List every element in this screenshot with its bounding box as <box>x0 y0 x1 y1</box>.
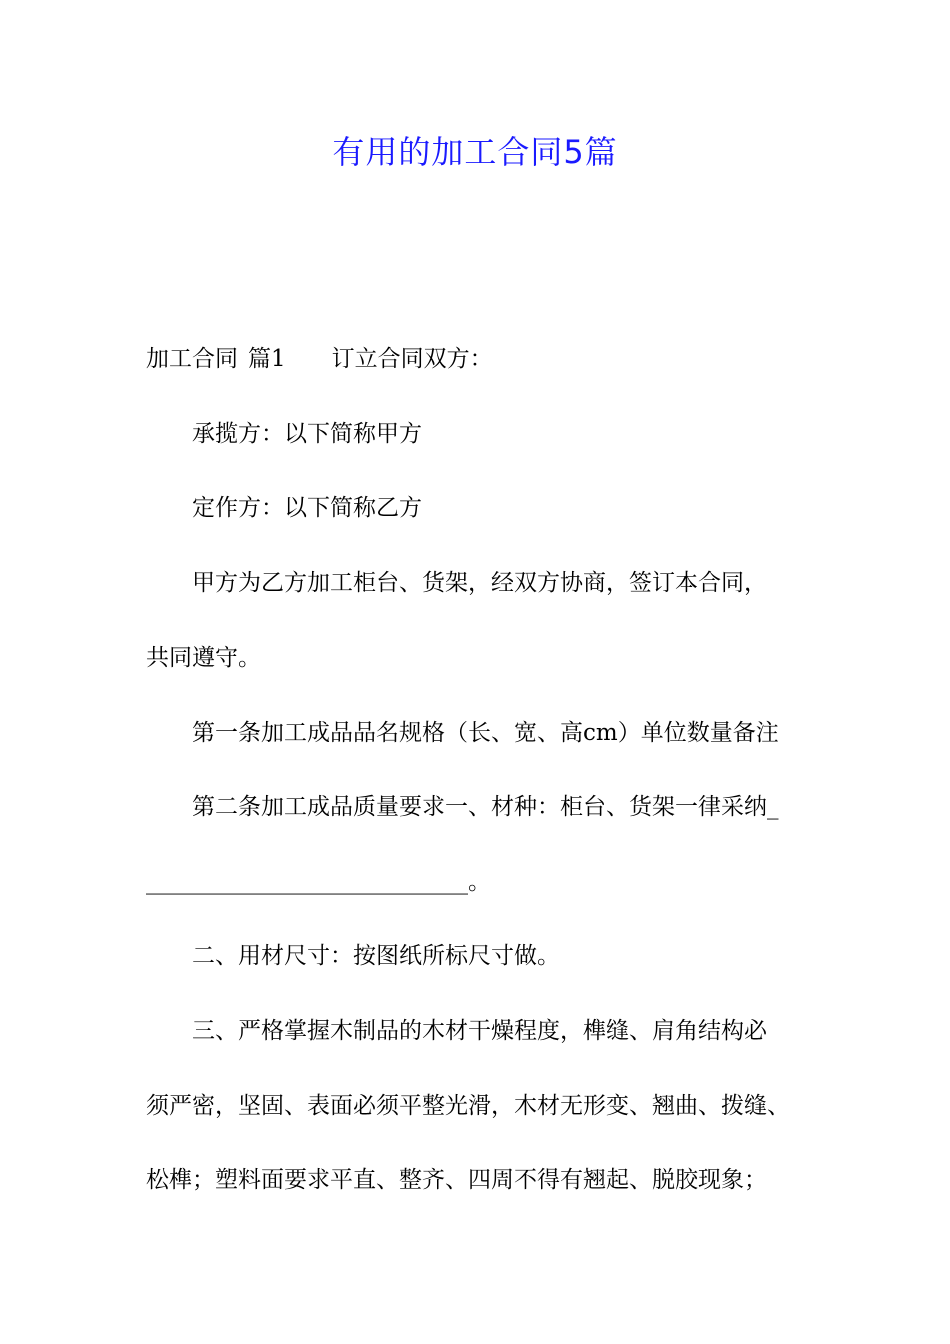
text-line-item-3-end: 松榫；塑料面要求平直、整齐、四周不得有翘起、脱胶现象； <box>146 1167 767 1193</box>
part-number: 篇1 <box>248 346 286 372</box>
text-line-agreement-cont: 共同遵守。 <box>146 645 261 671</box>
text-line-item-3: 三、严格掌握木制品的木材干燥程度，榫缝、肩角结构必 <box>192 1018 767 1044</box>
text-line-client: 定作方：以下简称乙方 <box>192 495 422 521</box>
text-line-blank-fill: ____________________________。 <box>146 869 491 895</box>
parties-intro: 订立合同双方： <box>331 346 493 372</box>
text-line-article-1: 第一条加工成品品名规格（长、宽、高cm）单位数量备注 <box>192 720 779 746</box>
document-title: 有用的加工合同5篇 <box>332 133 618 171</box>
first-paragraph-line <box>146 343 493 375</box>
text-line-item-3-cont: 须严密，坚固、表面必须平整光滑，木材无形变、翘曲、拨缝、 <box>146 1093 790 1119</box>
text-line-item-2: 二、用材尺寸：按图纸所标尺寸做。 <box>192 943 560 969</box>
text-line-contractor: 承揽方：以下简称甲方 <box>192 421 422 447</box>
text-line-article-2: 第二条加工成品质量要求一、材种：柜台、货架一律采纳_ <box>192 794 779 820</box>
contract-heading: 加工合同 <box>146 346 238 372</box>
text-line-agreement: 甲方为乙方加工柜台、货架，经双方协商，签订本合同， <box>192 570 767 596</box>
